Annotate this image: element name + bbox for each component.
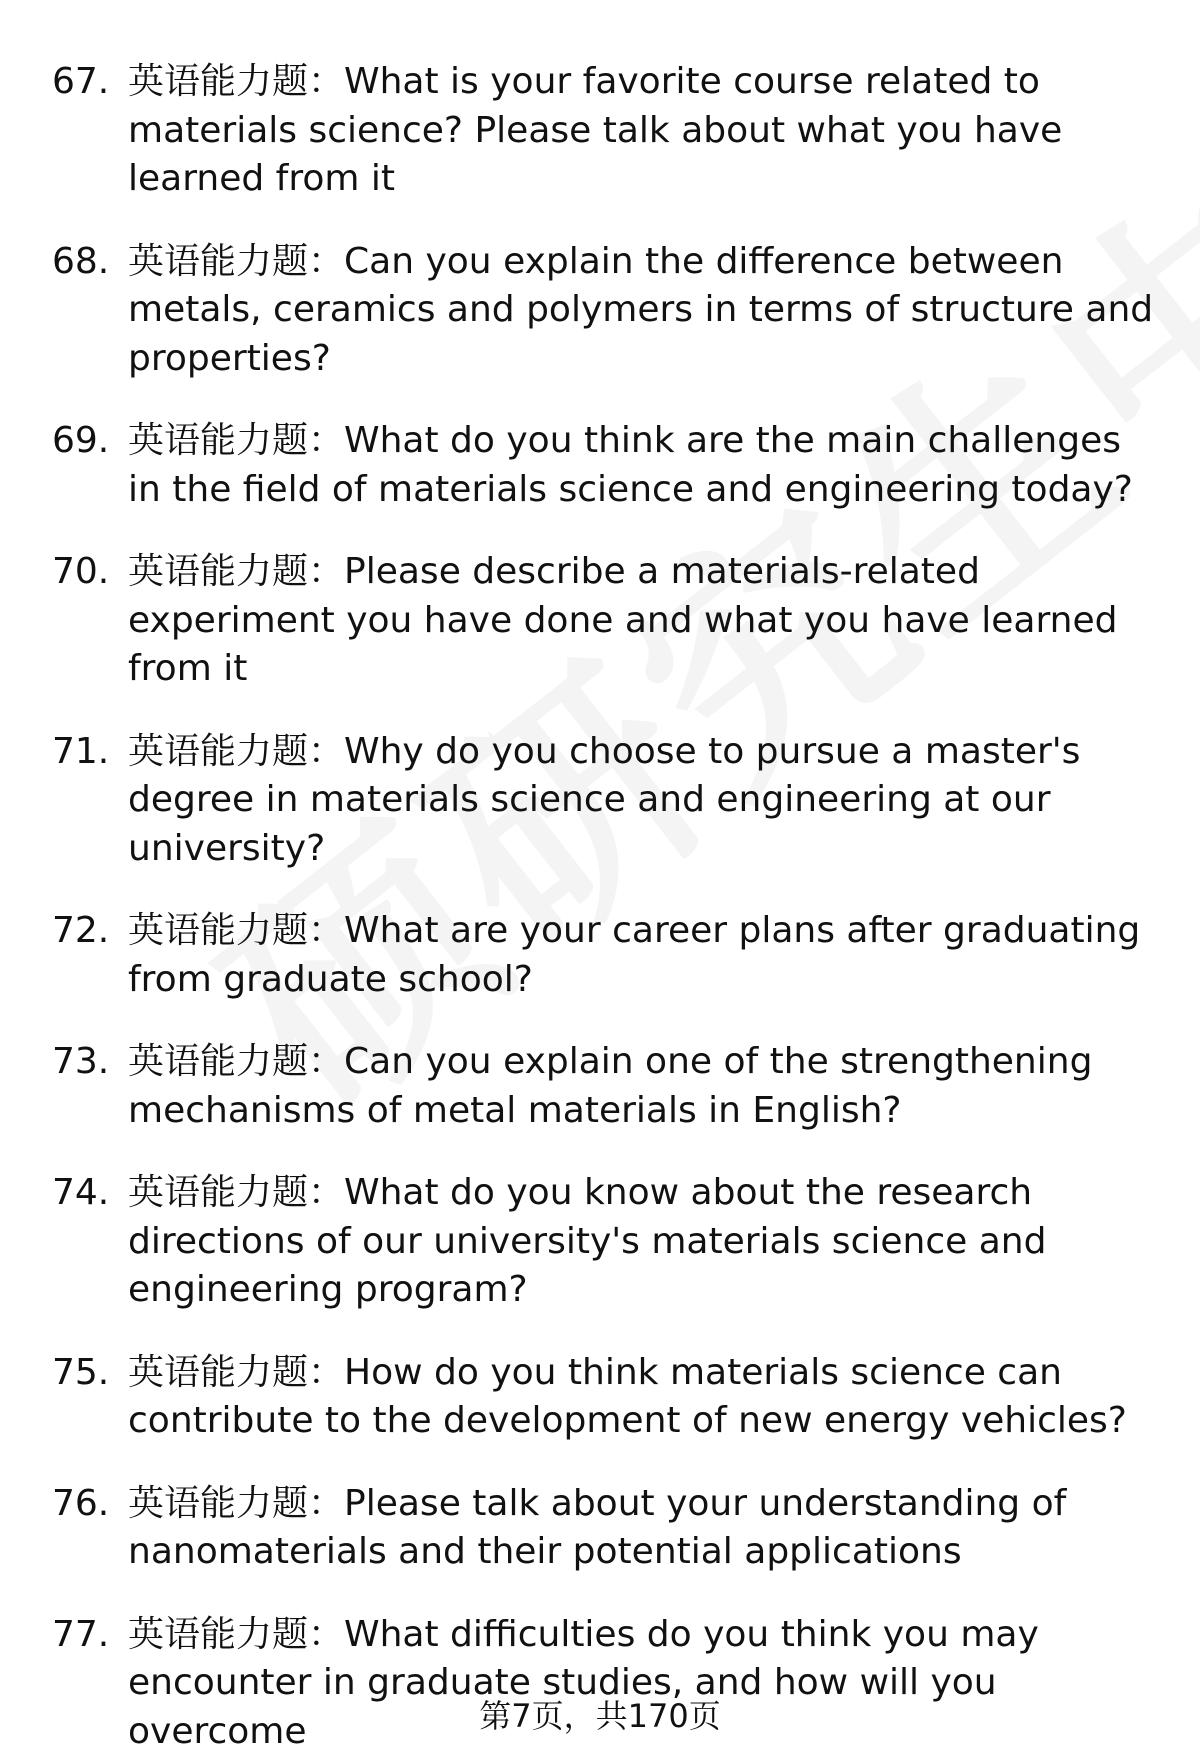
question-text: Can you explain the difference between metals, ceramics and polymers in terms of structure and properties? <box>128 241 1153 379</box>
question-number: 69. <box>52 417 124 466</box>
question-number: 72. <box>52 907 124 956</box>
question-text: Please talk about your understanding of nanomaterials and their potential applications <box>128 1483 1066 1573</box>
question-number: 71. <box>52 728 124 777</box>
question-tag: 英语能力题： <box>128 1172 344 1213</box>
question-text: Please describe a materials-related experiment you have done and what you have learned from it <box>128 551 1117 689</box>
question-tag: 英语能力题： <box>128 1614 344 1655</box>
question-number: 74. <box>52 1169 124 1218</box>
question-number: 77. <box>52 1611 124 1660</box>
question-tag: 英语能力题： <box>128 241 344 282</box>
question-item-74 <box>52 1169 1162 1315</box>
question-text: What are your career plans after graduating from graduate school? <box>128 910 1140 1000</box>
question-text: Can you explain one of the strengthening mechanisms of metal materials in English? <box>128 1041 1092 1131</box>
question-number: 68. <box>52 238 124 287</box>
page-footer <box>0 1696 1200 1736</box>
question-text: What do you know about the research directions of our university's materials science and engineering program? <box>128 1172 1046 1310</box>
question-number: 67. <box>52 58 124 107</box>
question-tag: 英语能力题： <box>128 1483 344 1524</box>
question-item-76 <box>52 1480 1162 1577</box>
question-item-68 <box>52 238 1162 384</box>
question-tag: 英语能力题： <box>128 551 344 592</box>
question-text: Why do you choose to pursue a master's degree in materials science and engineering at our university? <box>128 731 1080 869</box>
question-item-70 <box>52 548 1162 694</box>
question-text: What is your favorite course related to materials science? Please talk about what you have learned from it <box>128 61 1062 199</box>
question-number: 70. <box>52 548 124 597</box>
question-number: 75. <box>52 1349 124 1398</box>
question-text: What difficulties do you think you may encounter in graduate studies, and how will you overcome <box>128 1614 1039 1752</box>
question-text: How do you think materials science can contribute to the development of new energy vehicles? <box>128 1352 1127 1442</box>
question-item-71 <box>52 728 1162 874</box>
question-tag: 英语能力题： <box>128 1041 344 1082</box>
question-number: 76. <box>52 1480 124 1529</box>
question-number: 73. <box>52 1038 124 1087</box>
question-tag: 英语能力题： <box>128 1352 344 1393</box>
question-item-75 <box>52 1349 1162 1446</box>
question-tag: 英语能力题： <box>128 731 344 772</box>
question-item-72 <box>52 907 1162 1004</box>
question-item-73 <box>52 1038 1162 1135</box>
question-tag: 英语能力题： <box>128 910 344 951</box>
question-item-69 <box>52 417 1162 514</box>
page-number-label: 第7页，共170页 <box>479 1697 720 1735</box>
question-tag: 英语能力题： <box>128 420 344 461</box>
question-item-67 <box>52 58 1162 204</box>
question-tag: 英语能力题： <box>128 61 344 102</box>
question-list <box>52 58 1162 1756</box>
question-text: What do you think are the main challenges in the field of materials science and engineering today? <box>128 420 1133 510</box>
